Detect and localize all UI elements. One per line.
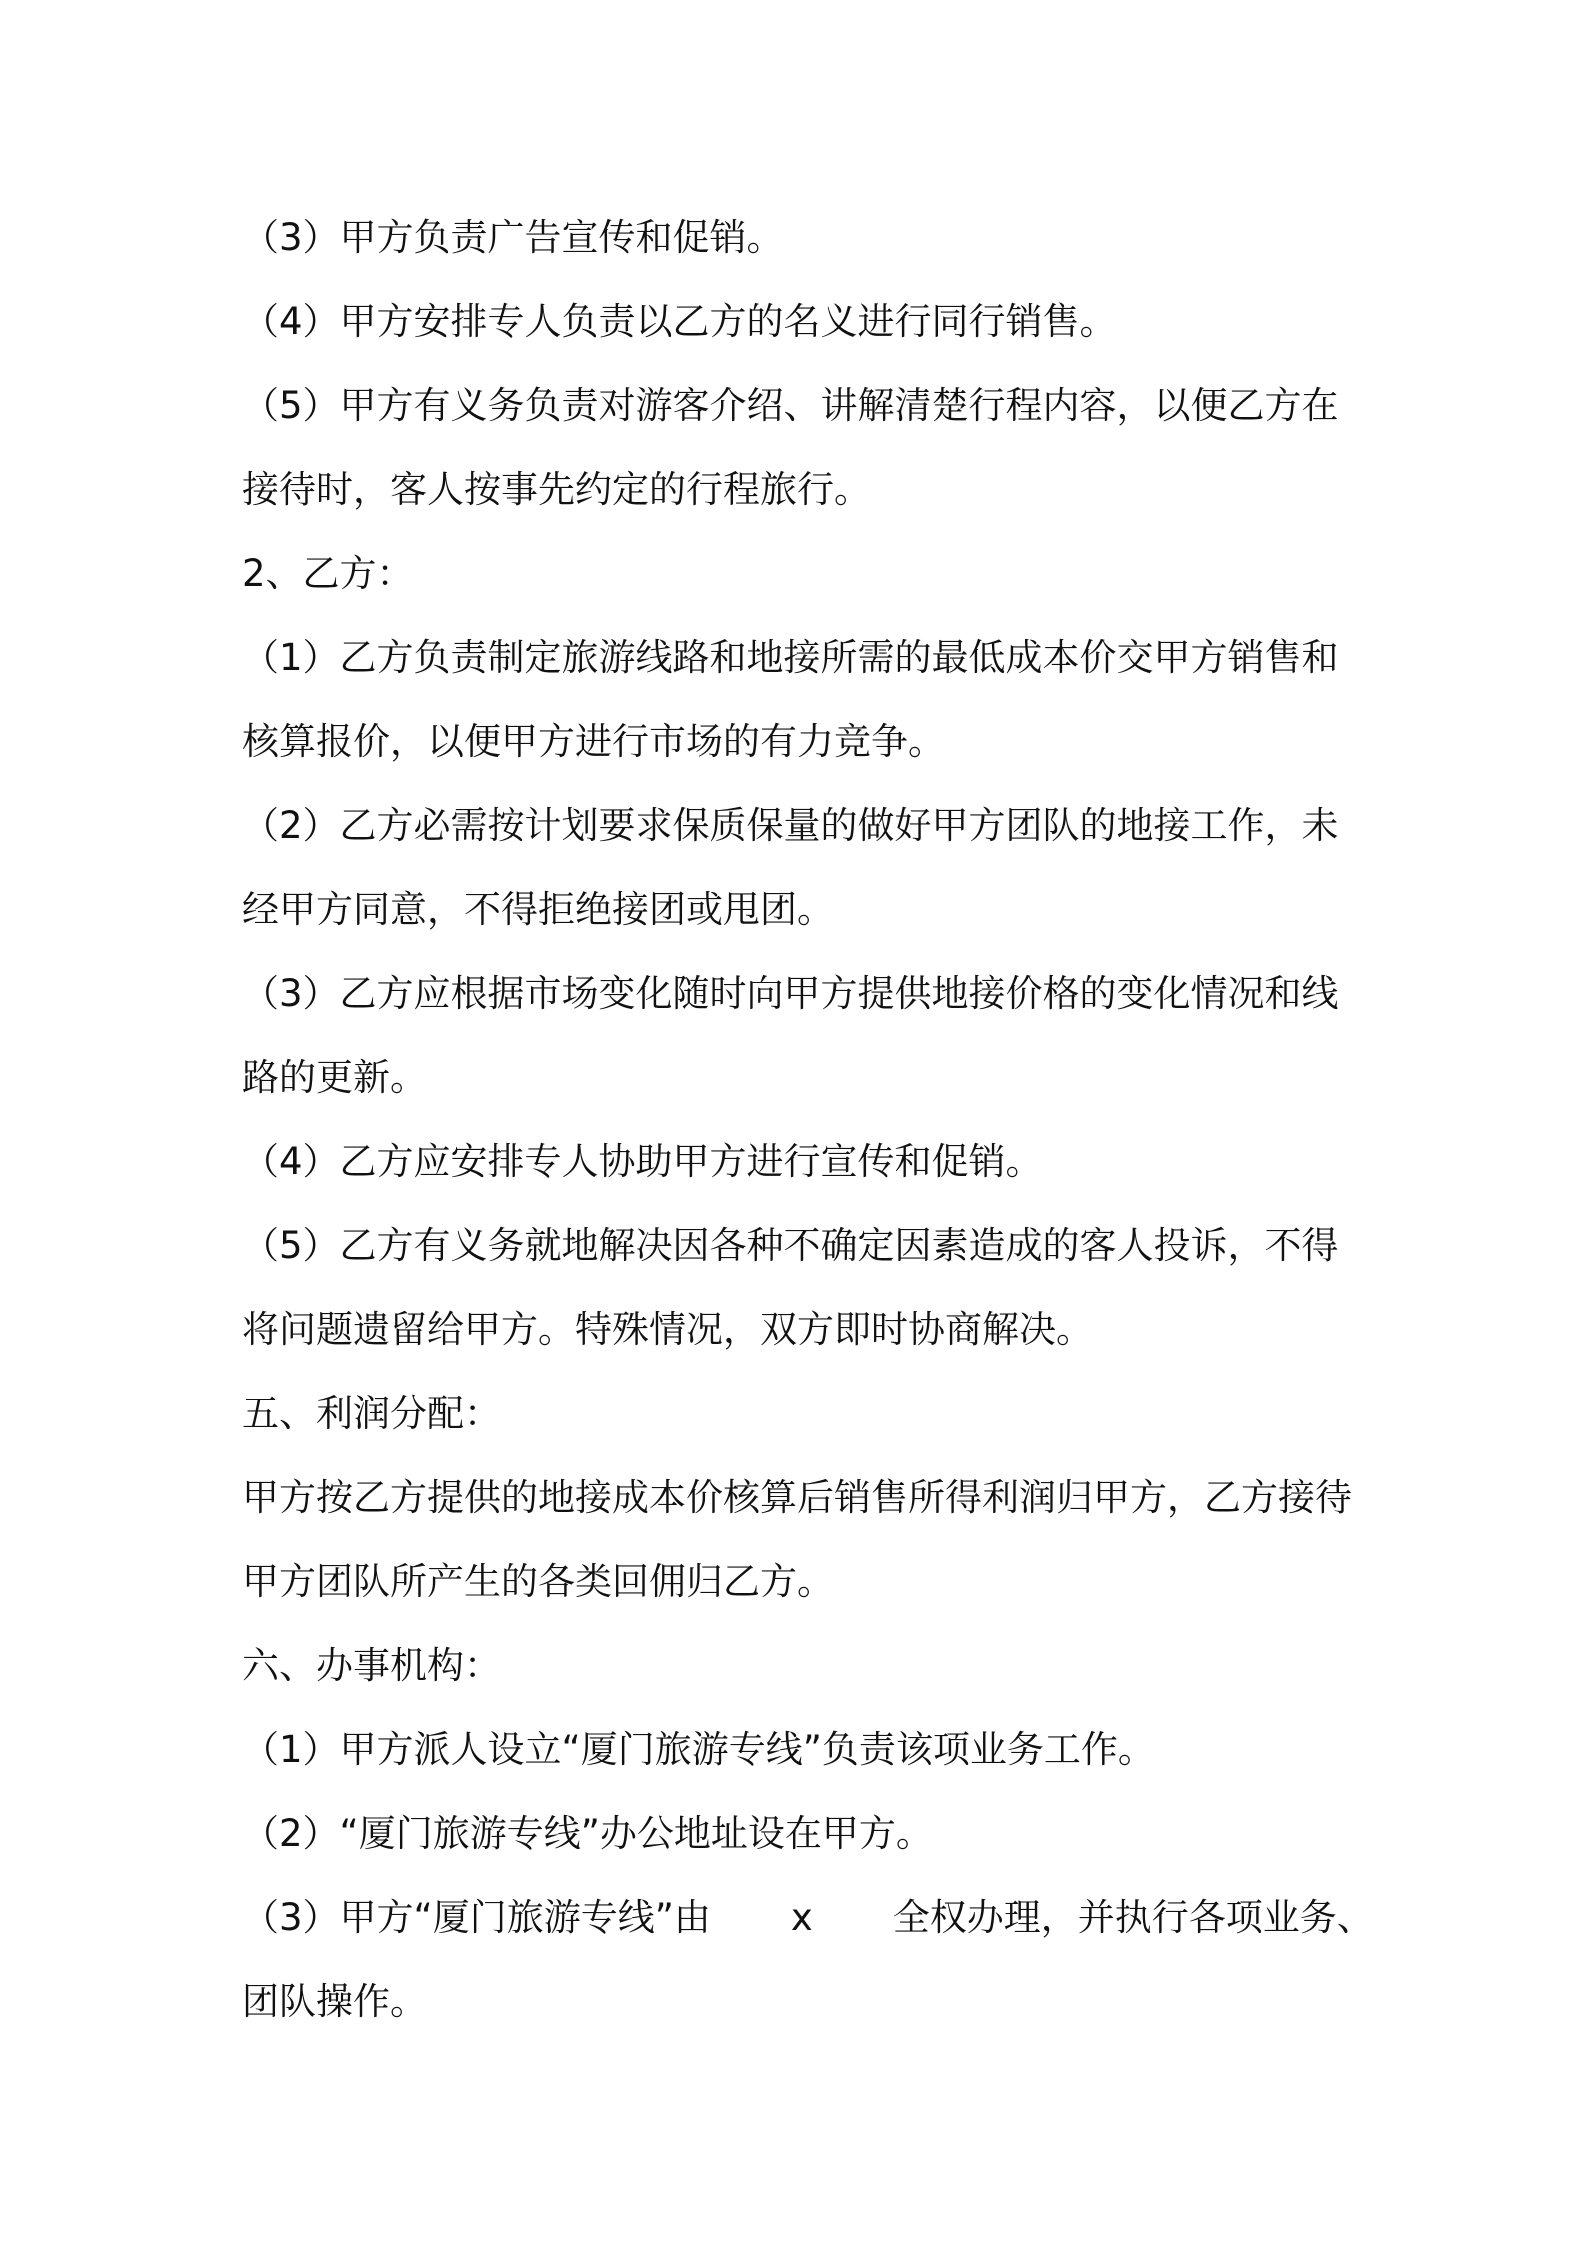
section-heading: 2、乙方： — [242, 552, 414, 595]
section-heading: 六、办事机构： — [242, 1644, 501, 1687]
paragraph-line: 经甲方同意，不得拒绝接团或甩团。 — [242, 888, 834, 931]
line-text-after-blank: 全权办理，并执行各项业务、 — [892, 1896, 1374, 1939]
paragraph-line: （5）甲方有义务负责对游客介绍、讲解清楚行程内容，以便乙方在 — [242, 384, 1339, 427]
paragraph-line: （3）乙方应根据市场变化随时向甲方提供地接价格的变化情况和线 — [242, 972, 1339, 1015]
paragraph-line: 核算报价，以便甲方进行市场的有力竞争。 — [242, 720, 945, 763]
blank-value: x — [790, 1896, 813, 1939]
line-text-before-blank: （3）甲方“厦门旅游专线”由 — [242, 1896, 711, 1939]
paragraph-line: （2）乙方必需按计划要求保质保量的做好甲方团队的地接工作，未 — [242, 804, 1339, 847]
paragraph-line: 甲方按乙方提供的地接成本价核算后销售所得利润归甲方，乙方接待 — [242, 1476, 1352, 1519]
paragraph-line: （2）“厦门旅游专线”办公地址设在甲方。 — [242, 1812, 933, 1855]
paragraph-line: 路的更新。 — [242, 1056, 427, 1099]
document-body — [242, 196, 1372, 2044]
paragraph-line: 团队操作。 — [242, 1980, 427, 2023]
paragraph-line-with-blank — [242, 1876, 1372, 1960]
paragraph-line: 甲方团队所产生的各类回佣归乙方。 — [242, 1560, 834, 1603]
paragraph-line: （1）甲方派人设立“厦门旅游专线”负责该项业务工作。 — [242, 1728, 1155, 1771]
paragraph-line: 将问题遗留给甲方。特殊情况，双方即时协商解决。 — [242, 1308, 1093, 1351]
paragraph-line: （1）乙方负责制定旅游线路和地接所需的最低成本价交甲方销售和 — [242, 636, 1339, 679]
paragraph-line: （4）乙方应安排专人协助甲方进行宣传和促销。 — [242, 1140, 1043, 1183]
paragraph-line: （3）甲方负责广告宣传和促销。 — [242, 216, 784, 259]
paragraph-line: （4）甲方安排专人负责以乙方的名义进行同行销售。 — [242, 300, 1117, 343]
section-heading: 五、利润分配： — [242, 1392, 501, 1435]
paragraph-line: 接待时，客人按事先约定的行程旅行。 — [242, 468, 871, 511]
paragraph-line: （5）乙方有义务就地解决因各种不确定因素造成的客人投诉，不得 — [242, 1224, 1339, 1267]
